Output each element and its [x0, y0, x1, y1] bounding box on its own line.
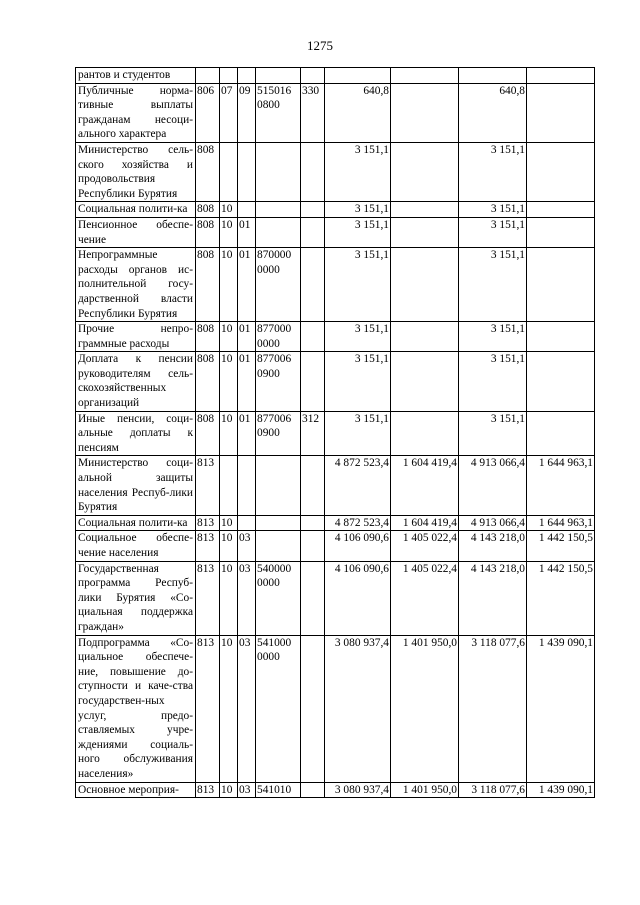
- cell-section-code: 10: [220, 411, 238, 456]
- cell-section-code: 10: [220, 202, 238, 218]
- cell-item-name: Прочие непро-граммные расходы: [76, 322, 196, 352]
- cell-amount-2: [391, 202, 459, 218]
- cell-section-code: 07: [220, 83, 238, 142]
- table-row: [76, 83, 595, 142]
- cell-section-code: 10: [220, 248, 238, 322]
- cell-target-item-code: 877000 0000: [256, 322, 301, 352]
- cell-target-item-code: 877006 0900: [256, 411, 301, 456]
- cell-amount-3: [459, 68, 527, 84]
- cell-amount-4: [527, 142, 595, 201]
- cell-amount-1: 4 106 090,6: [325, 561, 391, 635]
- cell-ministry-code: 808: [196, 411, 220, 456]
- cell-item-name: Социальная полити-ка: [76, 202, 196, 218]
- cell-amount-4: 1 442 150,5: [527, 561, 595, 635]
- cell-amount-2: 1 405 022,4: [391, 561, 459, 635]
- cell-amount-2: 1 401 950,0: [391, 782, 459, 798]
- cell-amount-4: [527, 83, 595, 142]
- cell-amount-1: 4 106 090,6: [325, 531, 391, 561]
- cell-amount-1: 3 151,1: [325, 248, 391, 322]
- cell-expense-type-code: [301, 217, 325, 247]
- cell-expense-type-code: [301, 561, 325, 635]
- cell-amount-1: 3 151,1: [325, 142, 391, 201]
- cell-amount-4: [527, 68, 595, 84]
- cell-ministry-code: 813: [196, 782, 220, 798]
- cell-amount-2: 1 604 419,4: [391, 515, 459, 531]
- cell-section-code: [220, 456, 238, 515]
- table-row: [76, 68, 595, 84]
- cell-target-item-code: [256, 515, 301, 531]
- cell-amount-4: [527, 217, 595, 247]
- cell-subsection-code: 03: [238, 531, 256, 561]
- table-row: [76, 217, 595, 247]
- cell-ministry-code: 808: [196, 322, 220, 352]
- cell-subsection-code: 01: [238, 352, 256, 411]
- cell-ministry-code: 813: [196, 456, 220, 515]
- table-row: [76, 635, 595, 782]
- cell-expense-type-code: [301, 142, 325, 201]
- cell-amount-1: 3 080 937,4: [325, 782, 391, 798]
- cell-target-item-code: 870000 0000: [256, 248, 301, 322]
- cell-amount-3: 3 151,1: [459, 142, 527, 201]
- cell-expense-type-code: 312: [301, 411, 325, 456]
- cell-amount-3: 3 151,1: [459, 202, 527, 218]
- cell-amount-3: 3 151,1: [459, 248, 527, 322]
- cell-section-code: [220, 142, 238, 201]
- cell-amount-3: 3 118 077,6: [459, 782, 527, 798]
- cell-amount-2: 1 401 950,0: [391, 635, 459, 782]
- cell-expense-type-code: [301, 352, 325, 411]
- cell-amount-1: 3 151,1: [325, 352, 391, 411]
- table-row: [76, 456, 595, 515]
- cell-subsection-code: 01: [238, 322, 256, 352]
- cell-amount-3: 3 151,1: [459, 322, 527, 352]
- cell-amount-3: 3 151,1: [459, 217, 527, 247]
- cell-amount-3: 4 143 218,0: [459, 561, 527, 635]
- cell-item-name: Непрограммные расходы органов ис-полнительной госу-дарственной власти Республики Бурятия: [76, 248, 196, 322]
- cell-subsection-code: 03: [238, 635, 256, 782]
- cell-section-code: 10: [220, 217, 238, 247]
- cell-section-code: 10: [220, 635, 238, 782]
- cell-subsection-code: [238, 68, 256, 84]
- cell-subsection-code: [238, 202, 256, 218]
- cell-amount-3: 4 913 066,4: [459, 515, 527, 531]
- cell-amount-2: [391, 352, 459, 411]
- cell-subsection-code: 03: [238, 561, 256, 635]
- cell-target-item-code: [256, 531, 301, 561]
- cell-target-item-code: 515016 0800: [256, 83, 301, 142]
- table-row: [76, 202, 595, 218]
- cell-amount-2: [391, 248, 459, 322]
- cell-ministry-code: 808: [196, 352, 220, 411]
- cell-ministry-code: 808: [196, 142, 220, 201]
- cell-section-code: 10: [220, 515, 238, 531]
- cell-amount-1: 4 872 523,4: [325, 515, 391, 531]
- cell-amount-2: 1 604 419,4: [391, 456, 459, 515]
- cell-amount-4: [527, 352, 595, 411]
- table-row: [76, 142, 595, 201]
- cell-amount-1: 3 151,1: [325, 217, 391, 247]
- cell-target-item-code: 877006 0900: [256, 352, 301, 411]
- cell-amount-4: 1 442 150,5: [527, 531, 595, 561]
- cell-expense-type-code: [301, 531, 325, 561]
- cell-subsection-code: 01: [238, 411, 256, 456]
- table-row: [76, 248, 595, 322]
- cell-amount-4: 1 644 963,1: [527, 515, 595, 531]
- cell-subsection-code: 01: [238, 248, 256, 322]
- cell-amount-3: 4 913 066,4: [459, 456, 527, 515]
- cell-ministry-code: 813: [196, 531, 220, 561]
- cell-target-item-code: [256, 202, 301, 218]
- cell-expense-type-code: [301, 68, 325, 84]
- cell-item-name: Подпрограмма «Со-циальное обеспече-ние, повышение до-ступности и каче-ства государствен-ных услуг, предо-ставляемых учре-ждениями социаль-ного обслуживания населения»: [76, 635, 196, 782]
- cell-expense-type-code: 330: [301, 83, 325, 142]
- cell-section-code: 10: [220, 322, 238, 352]
- table-row: [76, 782, 595, 798]
- table-row: [76, 411, 595, 456]
- cell-item-name: Государственная программа Респуб-лики Бурятия «Со-циальная поддержка граждан»: [76, 561, 196, 635]
- page-number: 1275: [307, 38, 333, 53]
- cell-amount-4: [527, 248, 595, 322]
- cell-target-item-code: [256, 142, 301, 201]
- cell-expense-type-code: [301, 202, 325, 218]
- cell-amount-2: [391, 217, 459, 247]
- cell-amount-1: 3 151,1: [325, 322, 391, 352]
- cell-item-name: Основное мероприя-: [76, 782, 196, 798]
- cell-subsection-code: [238, 142, 256, 201]
- cell-amount-1: [325, 68, 391, 84]
- cell-ministry-code: 808: [196, 248, 220, 322]
- table-row: [76, 515, 595, 531]
- cell-amount-2: [391, 411, 459, 456]
- cell-subsection-code: [238, 515, 256, 531]
- cell-amount-3: 3 151,1: [459, 352, 527, 411]
- cell-ministry-code: [196, 68, 220, 84]
- cell-ministry-code: 813: [196, 635, 220, 782]
- cell-expense-type-code: [301, 322, 325, 352]
- cell-item-name: рантов и студентов: [76, 68, 196, 84]
- cell-amount-3: 3 118 077,6: [459, 635, 527, 782]
- cell-section-code: 10: [220, 561, 238, 635]
- cell-amount-1: 3 080 937,4: [325, 635, 391, 782]
- cell-amount-4: 1 439 090,1: [527, 782, 595, 798]
- table-row: [76, 561, 595, 635]
- cell-subsection-code: 09: [238, 83, 256, 142]
- cell-expense-type-code: [301, 782, 325, 798]
- cell-subsection-code: [238, 456, 256, 515]
- cell-target-item-code: [256, 68, 301, 84]
- cell-target-item-code: [256, 456, 301, 515]
- cell-amount-1: 3 151,1: [325, 202, 391, 218]
- cell-ministry-code: 808: [196, 217, 220, 247]
- cell-ministry-code: 813: [196, 515, 220, 531]
- cell-target-item-code: [256, 217, 301, 247]
- budget-table: [75, 67, 595, 798]
- cell-amount-1: 3 151,1: [325, 411, 391, 456]
- cell-ministry-code: 808: [196, 202, 220, 218]
- cell-target-item-code: 540000 0000: [256, 561, 301, 635]
- cell-section-code: 10: [220, 352, 238, 411]
- cell-item-name: Доплата к пенсии руководителям сель-скохозяйственных организаций: [76, 352, 196, 411]
- cell-expense-type-code: [301, 635, 325, 782]
- cell-item-name: Социальное обеспе-чение населения: [76, 531, 196, 561]
- table-row: [76, 531, 595, 561]
- table-row: [76, 322, 595, 352]
- cell-item-name: Пенсионное обеспе-чение: [76, 217, 196, 247]
- cell-amount-4: [527, 202, 595, 218]
- cell-amount-2: [391, 322, 459, 352]
- cell-ministry-code: 806: [196, 83, 220, 142]
- cell-subsection-code: 01: [238, 217, 256, 247]
- cell-ministry-code: 813: [196, 561, 220, 635]
- cell-amount-3: 640,8: [459, 83, 527, 142]
- cell-target-item-code: 541000 0000: [256, 635, 301, 782]
- cell-amount-4: 1 644 963,1: [527, 456, 595, 515]
- cell-amount-4: [527, 322, 595, 352]
- cell-amount-2: [391, 83, 459, 142]
- cell-amount-3: 4 143 218,0: [459, 531, 527, 561]
- cell-section-code: 10: [220, 782, 238, 798]
- table-row: [76, 352, 595, 411]
- cell-amount-4: 1 439 090,1: [527, 635, 595, 782]
- cell-amount-2: [391, 142, 459, 201]
- cell-amount-1: 640,8: [325, 83, 391, 142]
- cell-expense-type-code: [301, 248, 325, 322]
- cell-amount-2: 1 405 022,4: [391, 531, 459, 561]
- cell-section-code: [220, 68, 238, 84]
- table-body: [76, 68, 595, 798]
- cell-expense-type-code: [301, 456, 325, 515]
- cell-item-name: Министерство соци-альной защиты населения Респуб-лики Бурятия: [76, 456, 196, 515]
- cell-amount-2: [391, 68, 459, 84]
- cell-item-name: Министерство сель-ского хозяйства и продовольствия Республики Бурятия: [76, 142, 196, 201]
- cell-item-name: Иные пенсии, соци-альные доплаты к пенсиям: [76, 411, 196, 456]
- cell-amount-4: [527, 411, 595, 456]
- cell-target-item-code: 541010: [256, 782, 301, 798]
- cell-amount-3: 3 151,1: [459, 411, 527, 456]
- cell-section-code: 10: [220, 531, 238, 561]
- cell-subsection-code: 03: [238, 782, 256, 798]
- cell-item-name: Публичные норма-тивные выплаты гражданам несоци-ального характера: [76, 83, 196, 142]
- cell-amount-1: 4 872 523,4: [325, 456, 391, 515]
- cell-item-name: Социальная полити-ка: [76, 515, 196, 531]
- cell-expense-type-code: [301, 515, 325, 531]
